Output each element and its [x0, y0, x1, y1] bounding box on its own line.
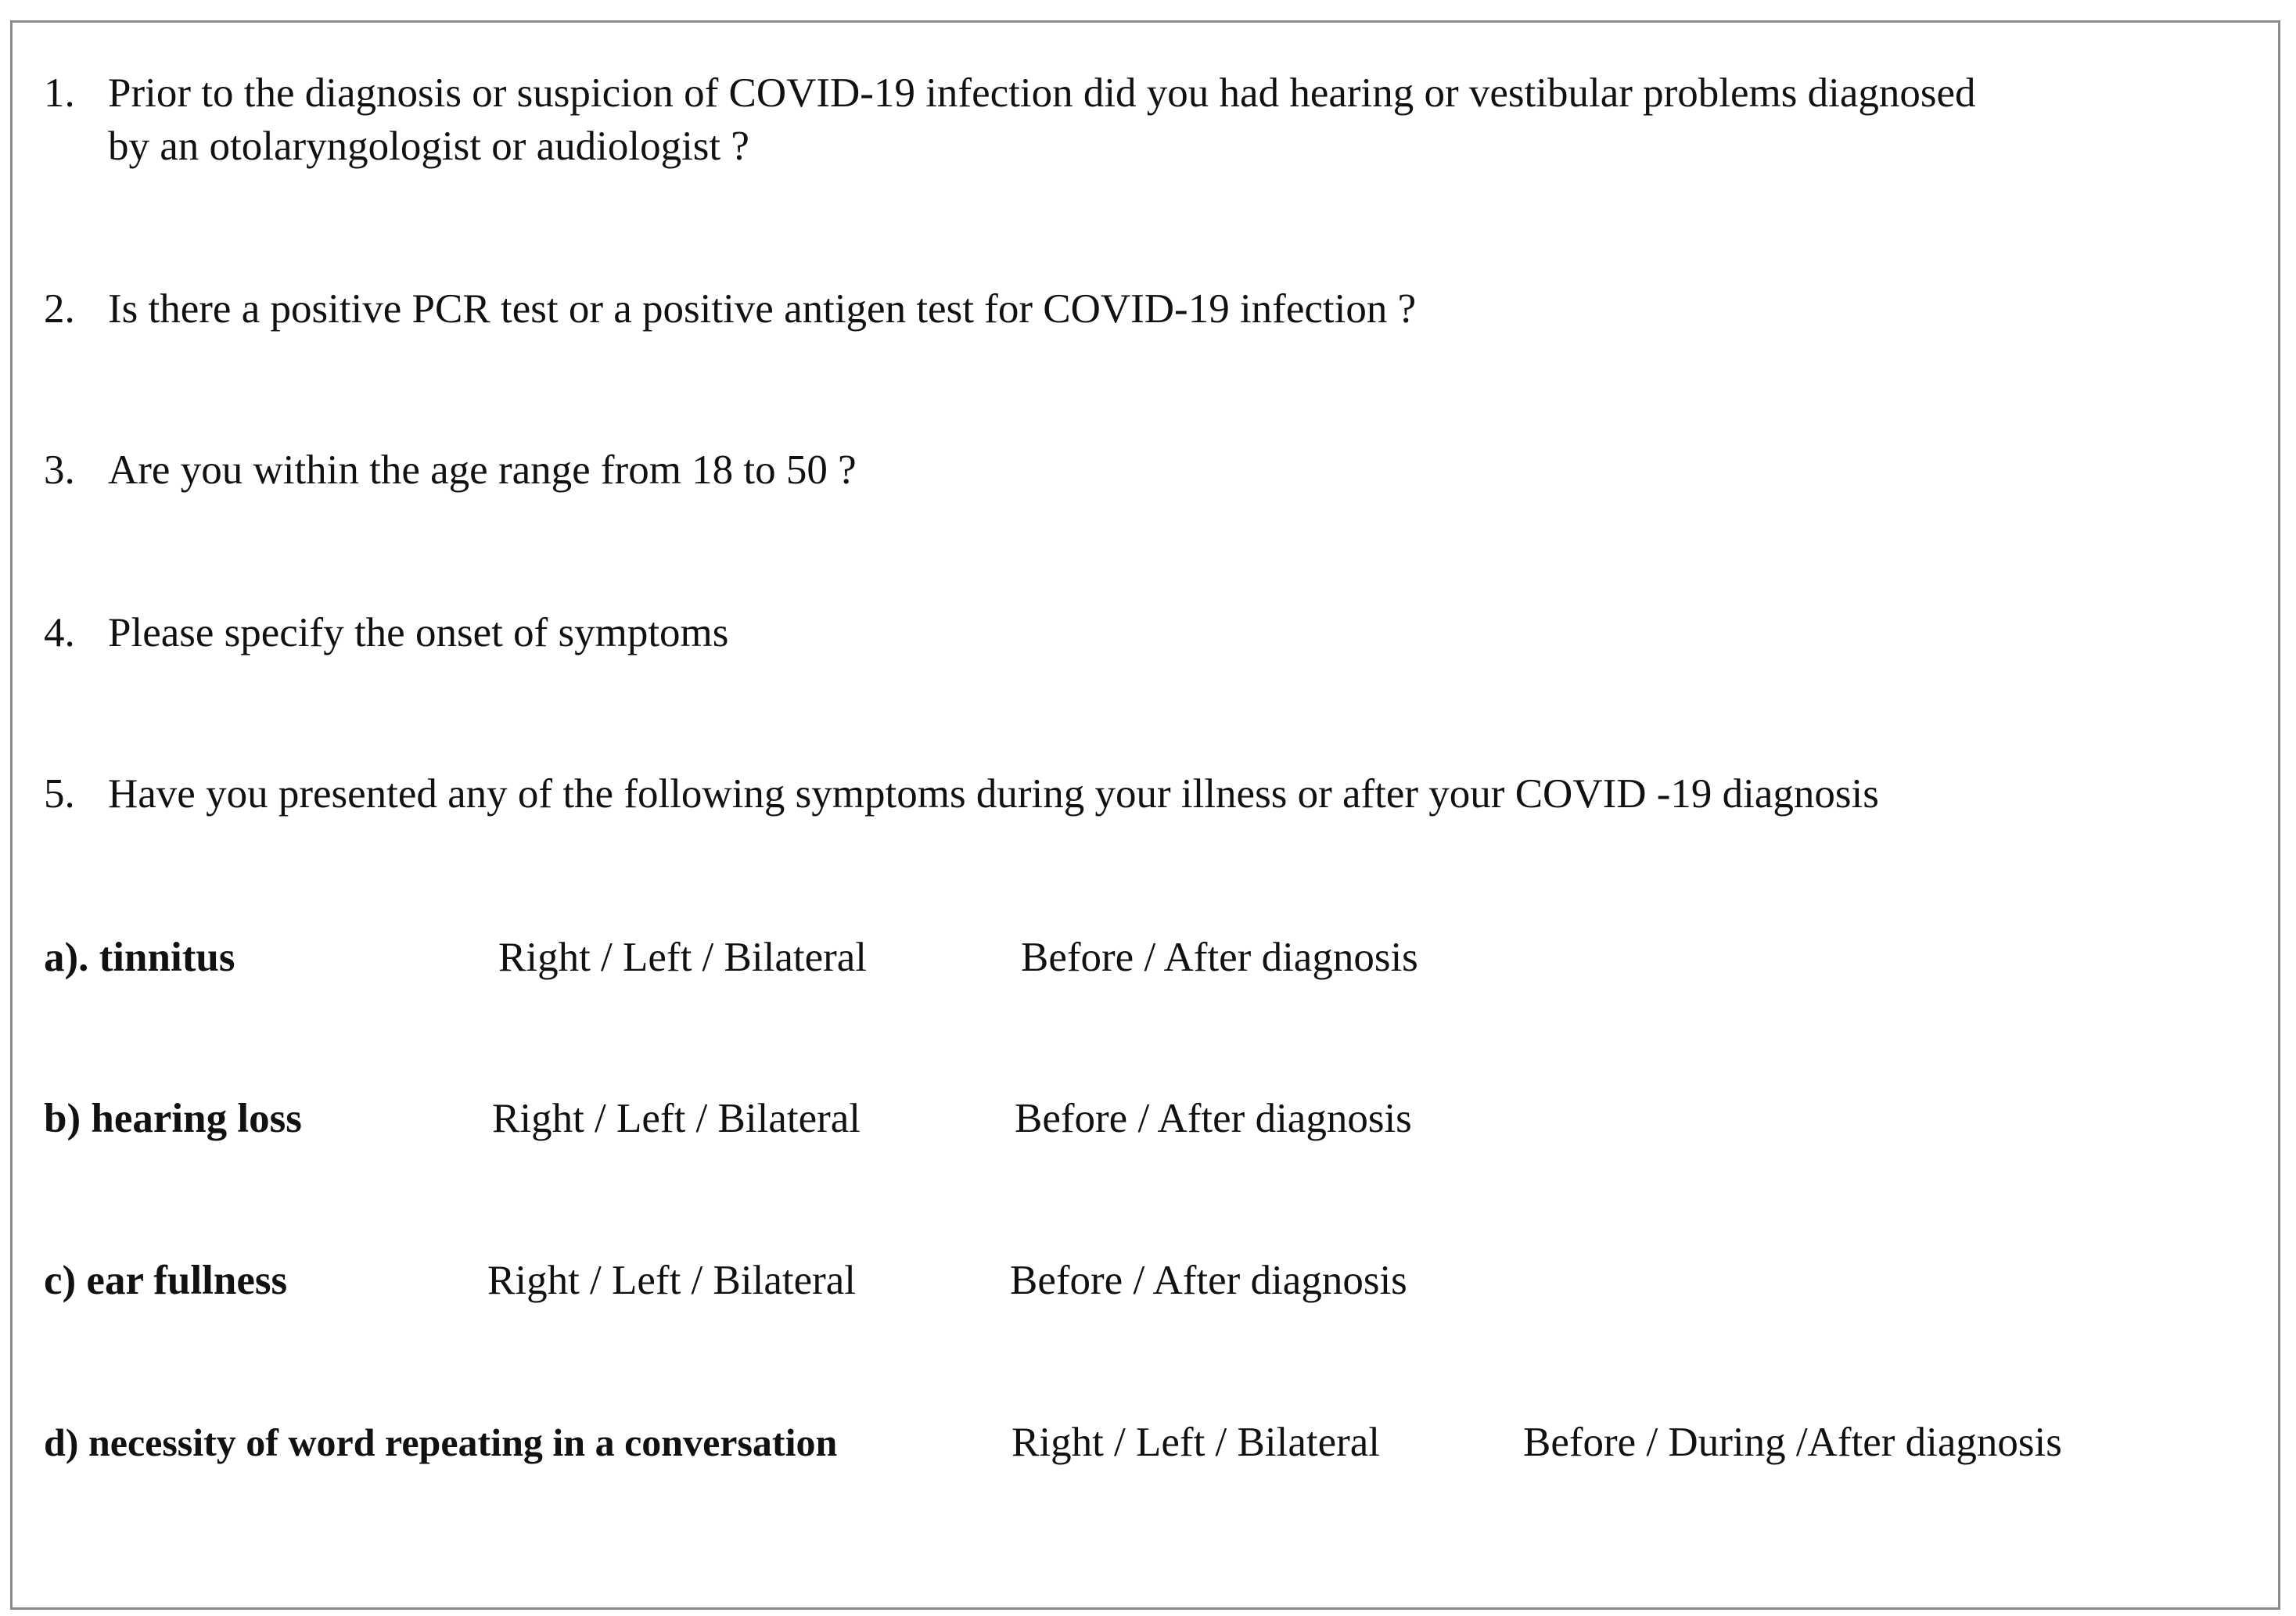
symptom-side-options: Right / Left / Bilateral: [492, 1096, 861, 1141]
symptom-label: a). tinnitus: [44, 935, 235, 980]
symptom-timing-options: Before / After diagnosis: [1010, 1258, 1407, 1303]
symptom-timing-options: Before / During /After diagnosis: [1523, 1420, 2062, 1465]
symptom-label: b) hearing loss: [44, 1096, 302, 1141]
question-text: [108, 606, 728, 659]
symptom-timing-options: Before / After diagnosis: [1021, 935, 1418, 980]
question-number: 4.: [44, 610, 75, 655]
question-text-line: Please specify the onset of symptoms: [108, 610, 729, 655]
question-text-line: Have you presented any of the following symptoms during your illness or after your COVID -19 diagnosis: [108, 771, 1879, 817]
question-number: 5.: [44, 771, 75, 817]
question-text-line: Are you within the age range from 18 to 50 ?: [108, 447, 857, 493]
symptom-label: c) ear fullness: [44, 1258, 288, 1303]
symptom-timing-options: Before / After diagnosis: [1015, 1096, 1412, 1141]
symptom-side-options: Right / Left / Bilateral: [498, 935, 867, 980]
question-text: [108, 66, 1976, 173]
question-text: [108, 444, 857, 497]
symptom-label: d) necessity of word repeating in a conversation: [44, 1420, 838, 1464]
question-number: 3.: [44, 447, 75, 493]
question-text-line: by an otolaryngologist or audiologist ?: [108, 124, 749, 169]
question-text-line: Prior to the diagnosis or suspicion of COVID-19 infection did you had hearing or vestibular problems diagnosed: [108, 70, 1976, 116]
question-text: [108, 767, 1879, 821]
question-number: 1.: [44, 70, 75, 116]
symptom-side-options: Right / Left / Bilateral: [487, 1258, 856, 1303]
symptom-side-options: Right / Left / Bilateral: [1011, 1420, 1380, 1465]
question-number: 2.: [44, 286, 75, 332]
question-text-line: Is there a positive PCR test or a positive antigen test for COVID-19 infection ?: [108, 286, 1417, 332]
question-text: [108, 282, 1416, 336]
